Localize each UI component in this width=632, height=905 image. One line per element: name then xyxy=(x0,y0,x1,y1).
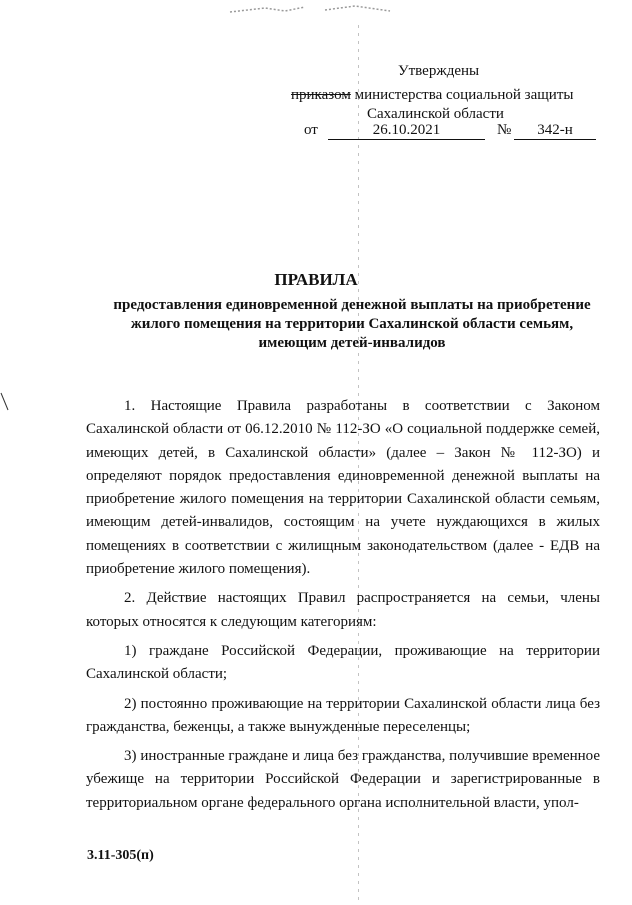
order-word: приказом xyxy=(291,87,351,103)
paragraph: 3) иностранные граждане и лица без гражданства, получившие временное убежище на территории Российской Федерации и зарегистрированные в территориальном органе федерального органа исполнительной власти, упол- xyxy=(86,748,600,811)
paragraph: 1. Настоящие Правила разработаны в соответствии с Законом Сахалинской области от 06.12.2010 № 112-ЗО «О социальной поддержке семей, имеющих детей, в Сахалинской области» (далее – Закон № 112-ЗО) и определяют порядок предоставления единовременной денежной выплаты на приобретение жилого помещения на территории Сахалинской области семьям, имеющим детей-инвалидов, состоящим на учете нуждающихся в жилых помещениях в соответствии с жилищным законодательством (далее - ЕДВ на приобретение жилого помещения). xyxy=(86,398,600,578)
order-date-row xyxy=(304,122,596,142)
from-label: от xyxy=(304,122,318,138)
subtitle-line: жилого помещения на территории Сахалинской области семьям, xyxy=(130,316,574,332)
subtitle-line: имеющим детей-инвалидов xyxy=(258,335,446,351)
paragraph: 2) постоянно проживающие на территории Сахалинской области лица без гражданства, беженцы, а также вынужденные переселенцы; xyxy=(86,695,600,735)
ministry-line-1: министерства социальной защиты xyxy=(354,87,574,103)
document-code: 3.11-305(п) xyxy=(87,848,154,863)
order-number: 342-н xyxy=(514,122,596,140)
document-title: ПРАВИЛА xyxy=(274,270,358,289)
ministry-line-2: Сахалинской области xyxy=(367,106,504,122)
scan-noise xyxy=(225,2,395,20)
number-sign: № xyxy=(497,122,512,138)
paragraph: 2. Действие настоящих Правил распространяется на семьи, члены которых относятся к следующим категориям: xyxy=(86,590,600,630)
paragraph: 1) граждане Российской Федерации, проживающие на территории Сахалинской области; xyxy=(86,642,600,683)
approval-heading: Утверждены xyxy=(398,63,480,79)
subtitle-line: предоставления единовременной денежной выплаты на приобретение xyxy=(113,297,591,313)
order-date: 26.10.2021 xyxy=(328,122,485,140)
approval-order-line xyxy=(291,86,573,105)
margin-mark xyxy=(0,392,10,412)
document-subtitle xyxy=(92,296,612,353)
document-body xyxy=(86,395,600,821)
